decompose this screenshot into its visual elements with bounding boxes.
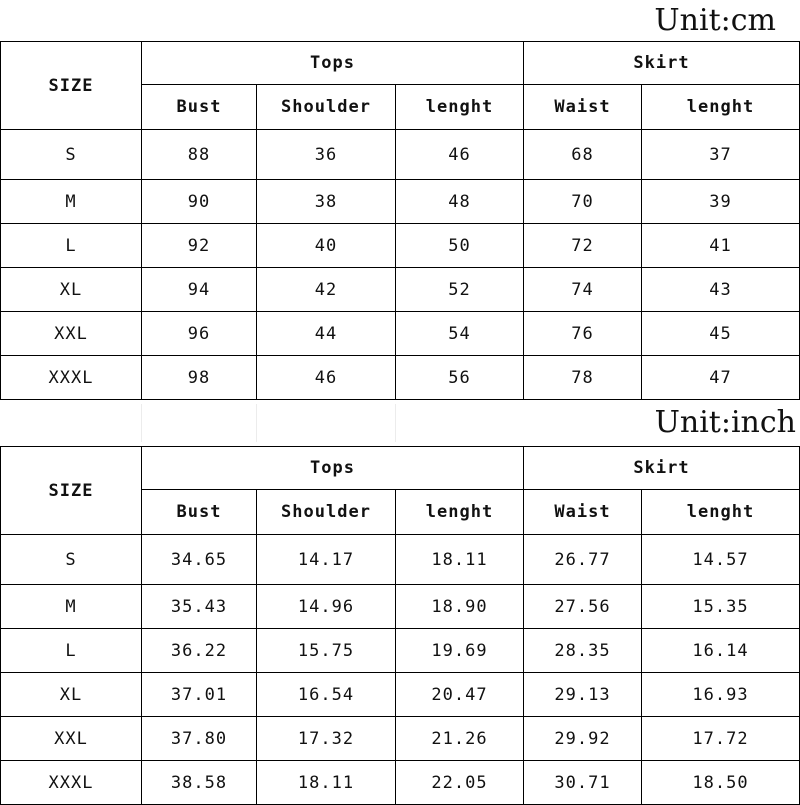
waist-cell: 74 bbox=[524, 268, 642, 312]
skirt-length-cell: 16.14 bbox=[642, 629, 800, 673]
size-cell: XXXL bbox=[1, 356, 142, 400]
top-length-cell: 50 bbox=[396, 224, 524, 268]
top-length-cell: 18.11 bbox=[396, 535, 524, 585]
shoulder-cell: 14.17 bbox=[257, 535, 396, 585]
skirt-length-cell: 39 bbox=[642, 180, 800, 224]
bust-cell: 98 bbox=[142, 356, 257, 400]
size-header: SIZE bbox=[1, 42, 142, 130]
waist-cell: 72 bbox=[524, 224, 642, 268]
waist-cell: 70 bbox=[524, 180, 642, 224]
size-cell: XXL bbox=[1, 717, 142, 761]
waist-cell: 76 bbox=[524, 312, 642, 356]
top-length-cell: 56 bbox=[396, 356, 524, 400]
table-row bbox=[1, 585, 800, 629]
size-cell: L bbox=[1, 629, 142, 673]
top-length-cell: 46 bbox=[396, 130, 524, 180]
shoulder-cell: 46 bbox=[257, 356, 396, 400]
shoulder-cell: 17.32 bbox=[257, 717, 396, 761]
size-cell: M bbox=[1, 585, 142, 629]
skirt-length-cell: 37 bbox=[642, 130, 800, 180]
bust-cell: 92 bbox=[142, 224, 257, 268]
column-header-top-length: lenght bbox=[396, 490, 524, 535]
top-length-cell: 22.05 bbox=[396, 761, 524, 805]
spacer-gridline bbox=[395, 404, 396, 442]
unit-label-inch: Unit:inch bbox=[654, 405, 796, 440]
waist-cell: 26.77 bbox=[524, 535, 642, 585]
table-row bbox=[1, 535, 800, 585]
skirt-length-cell: 16.93 bbox=[642, 673, 800, 717]
waist-cell: 28.35 bbox=[524, 629, 642, 673]
bust-cell: 36.22 bbox=[142, 629, 257, 673]
bust-cell: 37.80 bbox=[142, 717, 257, 761]
column-header-skirt-length: lenght bbox=[642, 490, 800, 535]
size-cell: M bbox=[1, 180, 142, 224]
table-row bbox=[1, 268, 800, 312]
unit-label-cm: Unit:cm bbox=[654, 3, 776, 38]
column-header-waist: Waist bbox=[524, 490, 642, 535]
table-row bbox=[1, 629, 800, 673]
size-cell: XL bbox=[1, 673, 142, 717]
skirt-group-header: Skirt bbox=[524, 42, 800, 85]
shoulder-cell: 36 bbox=[257, 130, 396, 180]
top-length-cell: 18.90 bbox=[396, 585, 524, 629]
skirt-group-header: Skirt bbox=[524, 447, 800, 490]
skirt-length-cell: 43 bbox=[642, 268, 800, 312]
table-header-row bbox=[1, 447, 800, 490]
skirt-length-cell: 17.72 bbox=[642, 717, 800, 761]
top-length-cell: 20.47 bbox=[396, 673, 524, 717]
skirt-length-cell: 41 bbox=[642, 224, 800, 268]
top-length-cell: 21.26 bbox=[396, 717, 524, 761]
top-length-cell: 19.69 bbox=[396, 629, 524, 673]
bust-cell: 88 bbox=[142, 130, 257, 180]
size-cell: XXL bbox=[1, 312, 142, 356]
waist-cell: 29.92 bbox=[524, 717, 642, 761]
waist-cell: 68 bbox=[524, 130, 642, 180]
skirt-length-cell: 18.50 bbox=[642, 761, 800, 805]
top-length-cell: 54 bbox=[396, 312, 524, 356]
bust-cell: 90 bbox=[142, 180, 257, 224]
table-row bbox=[1, 130, 800, 180]
column-header-shoulder: Shoulder bbox=[257, 85, 396, 130]
top-length-cell: 48 bbox=[396, 180, 524, 224]
column-header-bust: Bust bbox=[142, 490, 257, 535]
tops-group-header: Tops bbox=[142, 447, 524, 490]
tops-group-header: Tops bbox=[142, 42, 524, 85]
skirt-length-cell: 14.57 bbox=[642, 535, 800, 585]
waist-cell: 30.71 bbox=[524, 761, 642, 805]
shoulder-cell: 18.11 bbox=[257, 761, 396, 805]
shoulder-cell: 38 bbox=[257, 180, 396, 224]
spacer-gridline bbox=[141, 404, 142, 442]
size-cell: XXXL bbox=[1, 761, 142, 805]
waist-cell: 27.56 bbox=[524, 585, 642, 629]
size-cell: L bbox=[1, 224, 142, 268]
table-row bbox=[1, 761, 800, 805]
shoulder-cell: 14.96 bbox=[257, 585, 396, 629]
waist-cell: 29.13 bbox=[524, 673, 642, 717]
size-header: SIZE bbox=[1, 447, 142, 535]
shoulder-cell: 42 bbox=[257, 268, 396, 312]
size-cell: XL bbox=[1, 268, 142, 312]
table-row bbox=[1, 717, 800, 761]
bust-cell: 34.65 bbox=[142, 535, 257, 585]
shoulder-cell: 40 bbox=[257, 224, 396, 268]
size-table-inch bbox=[0, 446, 800, 805]
size-table-cm bbox=[0, 41, 800, 400]
size-cell: S bbox=[1, 535, 142, 585]
column-header-skirt-length: lenght bbox=[642, 85, 800, 130]
table-row bbox=[1, 180, 800, 224]
column-header-shoulder: Shoulder bbox=[257, 490, 396, 535]
spacer-gridline bbox=[256, 404, 257, 442]
bust-cell: 35.43 bbox=[142, 585, 257, 629]
column-header-top-length: lenght bbox=[396, 85, 524, 130]
table-row bbox=[1, 356, 800, 400]
shoulder-cell: 15.75 bbox=[257, 629, 396, 673]
skirt-length-cell: 45 bbox=[642, 312, 800, 356]
shoulder-cell: 44 bbox=[257, 312, 396, 356]
waist-cell: 78 bbox=[524, 356, 642, 400]
bust-cell: 38.58 bbox=[142, 761, 257, 805]
table-header-row bbox=[1, 42, 800, 85]
bust-cell: 94 bbox=[142, 268, 257, 312]
top-length-cell: 52 bbox=[396, 268, 524, 312]
bust-cell: 96 bbox=[142, 312, 257, 356]
skirt-length-cell: 47 bbox=[642, 356, 800, 400]
column-header-bust: Bust bbox=[142, 85, 257, 130]
table-row bbox=[1, 312, 800, 356]
size-cell: S bbox=[1, 130, 142, 180]
bust-cell: 37.01 bbox=[142, 673, 257, 717]
skirt-length-cell: 15.35 bbox=[642, 585, 800, 629]
table-row bbox=[1, 224, 800, 268]
table-row bbox=[1, 673, 800, 717]
column-header-waist: Waist bbox=[524, 85, 642, 130]
shoulder-cell: 16.54 bbox=[257, 673, 396, 717]
